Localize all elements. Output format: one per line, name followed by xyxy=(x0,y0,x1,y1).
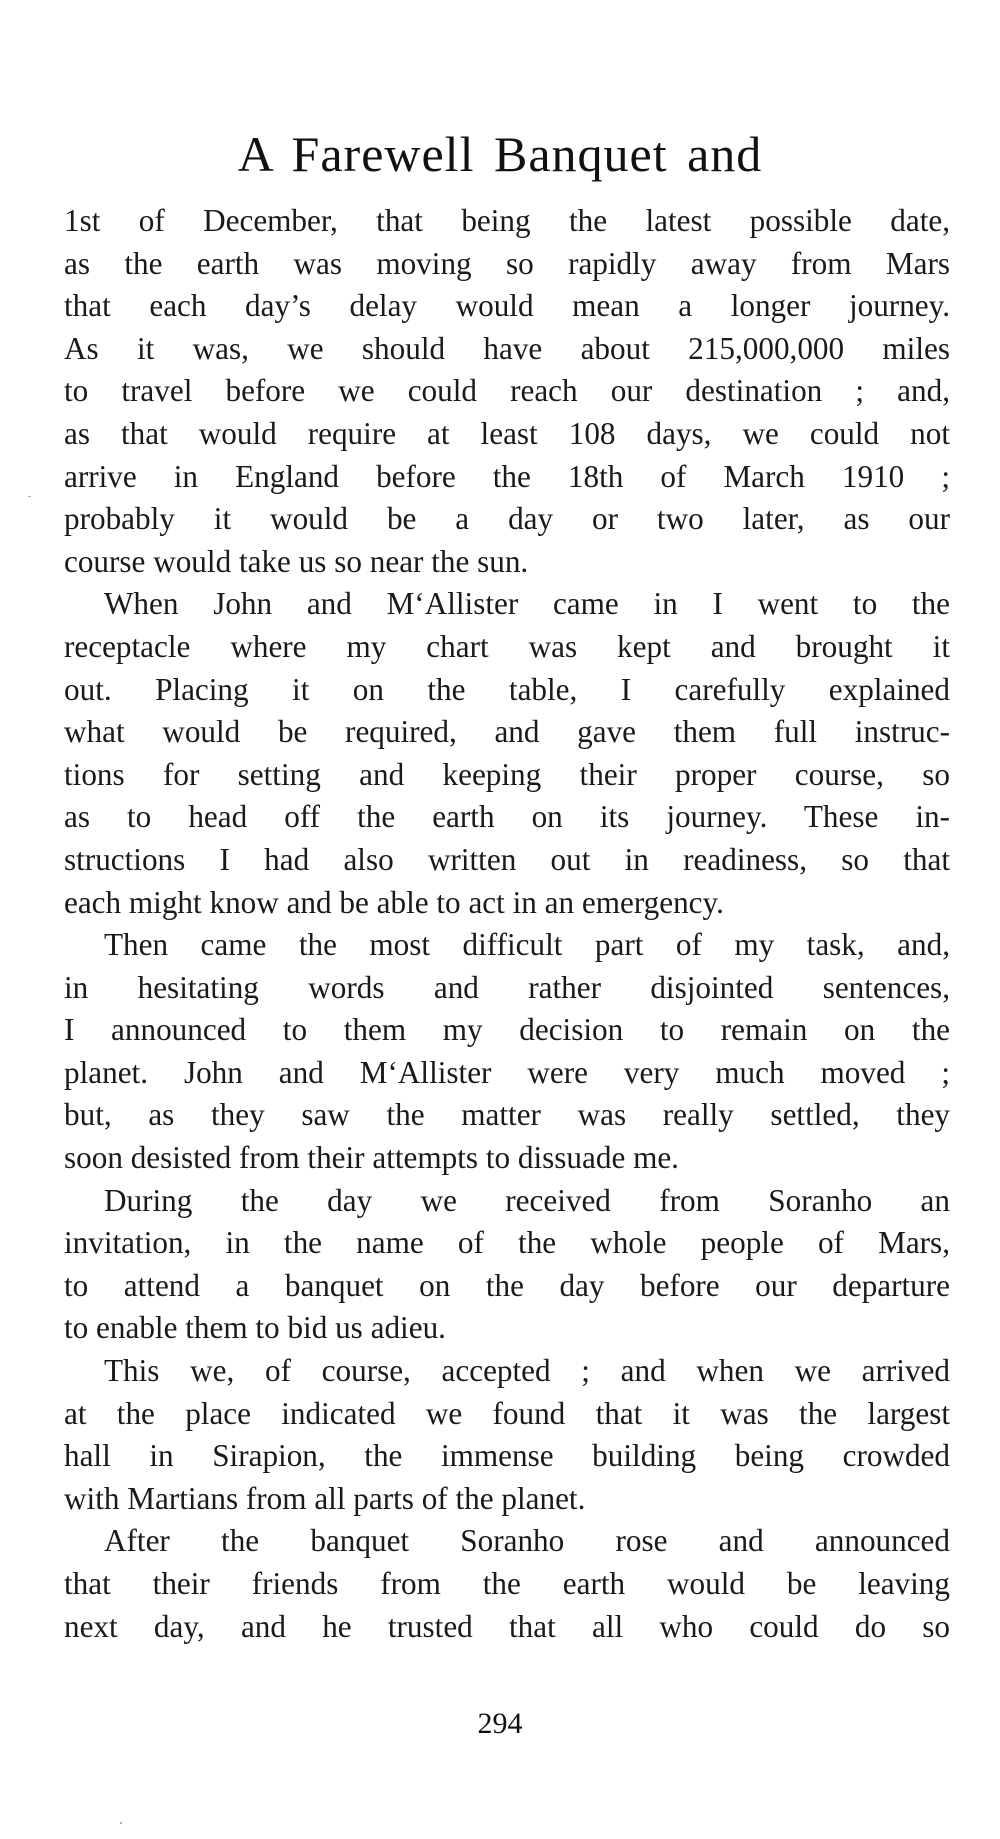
text-line: but, as they saw the matter was really settled, they xyxy=(64,1097,950,1133)
text-line: in hesitating words and rather disjointed sentences, xyxy=(64,969,950,1005)
paragraph xyxy=(64,1180,950,1350)
body-text xyxy=(64,200,950,1648)
paper-speck xyxy=(120,1822,122,1824)
text-line: structions I had also written out in readiness, so that xyxy=(64,841,950,877)
text-line: As it was, we should have about 215,000,000 miles xyxy=(64,330,950,366)
text-line: arrive in England before the 18th of March 1910 ; xyxy=(64,458,950,494)
paragraph xyxy=(64,1520,950,1648)
text-line: that their friends from the earth would be leaving xyxy=(64,1566,950,1601)
text-line: tions for setting and keeping their proper course, so xyxy=(64,756,950,792)
text-line: at the place indicated we found that it was the largest xyxy=(64,1395,950,1431)
text-line: planet. John and M‘Allister were very much moved ; xyxy=(64,1054,950,1090)
paragraph xyxy=(64,583,950,924)
paragraph xyxy=(64,924,950,1180)
text-line: to travel before we could reach our destination ; and, xyxy=(64,373,950,409)
running-head: A Farewell Banquet and xyxy=(237,126,763,182)
text-line: During the day we received from Soranho an xyxy=(104,1182,950,1218)
paper-mark xyxy=(28,496,31,497)
text-line: hall in Sirapion, the immense building being crowded xyxy=(64,1438,950,1474)
text-line: 1st of December, that being the latest possible date, xyxy=(64,203,950,238)
text-line: course would take us so near the sun. xyxy=(64,543,529,579)
text-line: next day, and he trusted that all who could do so xyxy=(64,1608,950,1644)
text-line: to enable them to bid us adieu. xyxy=(64,1310,446,1346)
paragraph xyxy=(64,200,950,583)
text-line: When John and M‘Allister came in I went to the xyxy=(104,586,950,622)
text-line: After the banquet Soranho rose and announced xyxy=(104,1523,950,1559)
text-line: I announced to them my decision to remain on the xyxy=(64,1012,950,1048)
text-line: as to head off the earth on its journey. These in- xyxy=(64,799,950,835)
text-line: to attend a banquet on the day before our departure xyxy=(64,1267,950,1303)
text-line: with Martians from all parts of the planet. xyxy=(64,1480,586,1516)
text-line: as the earth was moving so rapidly away from Mars xyxy=(64,245,950,281)
text-line: This we, of course, accepted ; and when we arrived xyxy=(104,1353,950,1389)
text-line: invitation, in the name of the whole people of Mars, xyxy=(64,1225,950,1261)
text-line: out. Placing it on the table, I carefully explained xyxy=(64,671,950,707)
text-line: probably it would be a day or two later, as our xyxy=(64,501,950,537)
text-line: Then came the most difficult part of my task, and, xyxy=(104,927,950,963)
page-number: 294 xyxy=(477,1707,523,1740)
text-line: that each day’s delay would mean a longer journey. xyxy=(64,288,950,324)
paragraph xyxy=(64,1350,950,1520)
text-line: receptacle where my chart was kept and brought it xyxy=(64,628,950,664)
text-line: what would be required, and gave them full instruc- xyxy=(64,714,950,750)
text-line: as that would require at least 108 days, we could not xyxy=(64,415,950,451)
text-line: each might know and be able to act in an emergency. xyxy=(64,884,724,920)
text-line: soon desisted from their attempts to dissuade me. xyxy=(64,1140,679,1176)
